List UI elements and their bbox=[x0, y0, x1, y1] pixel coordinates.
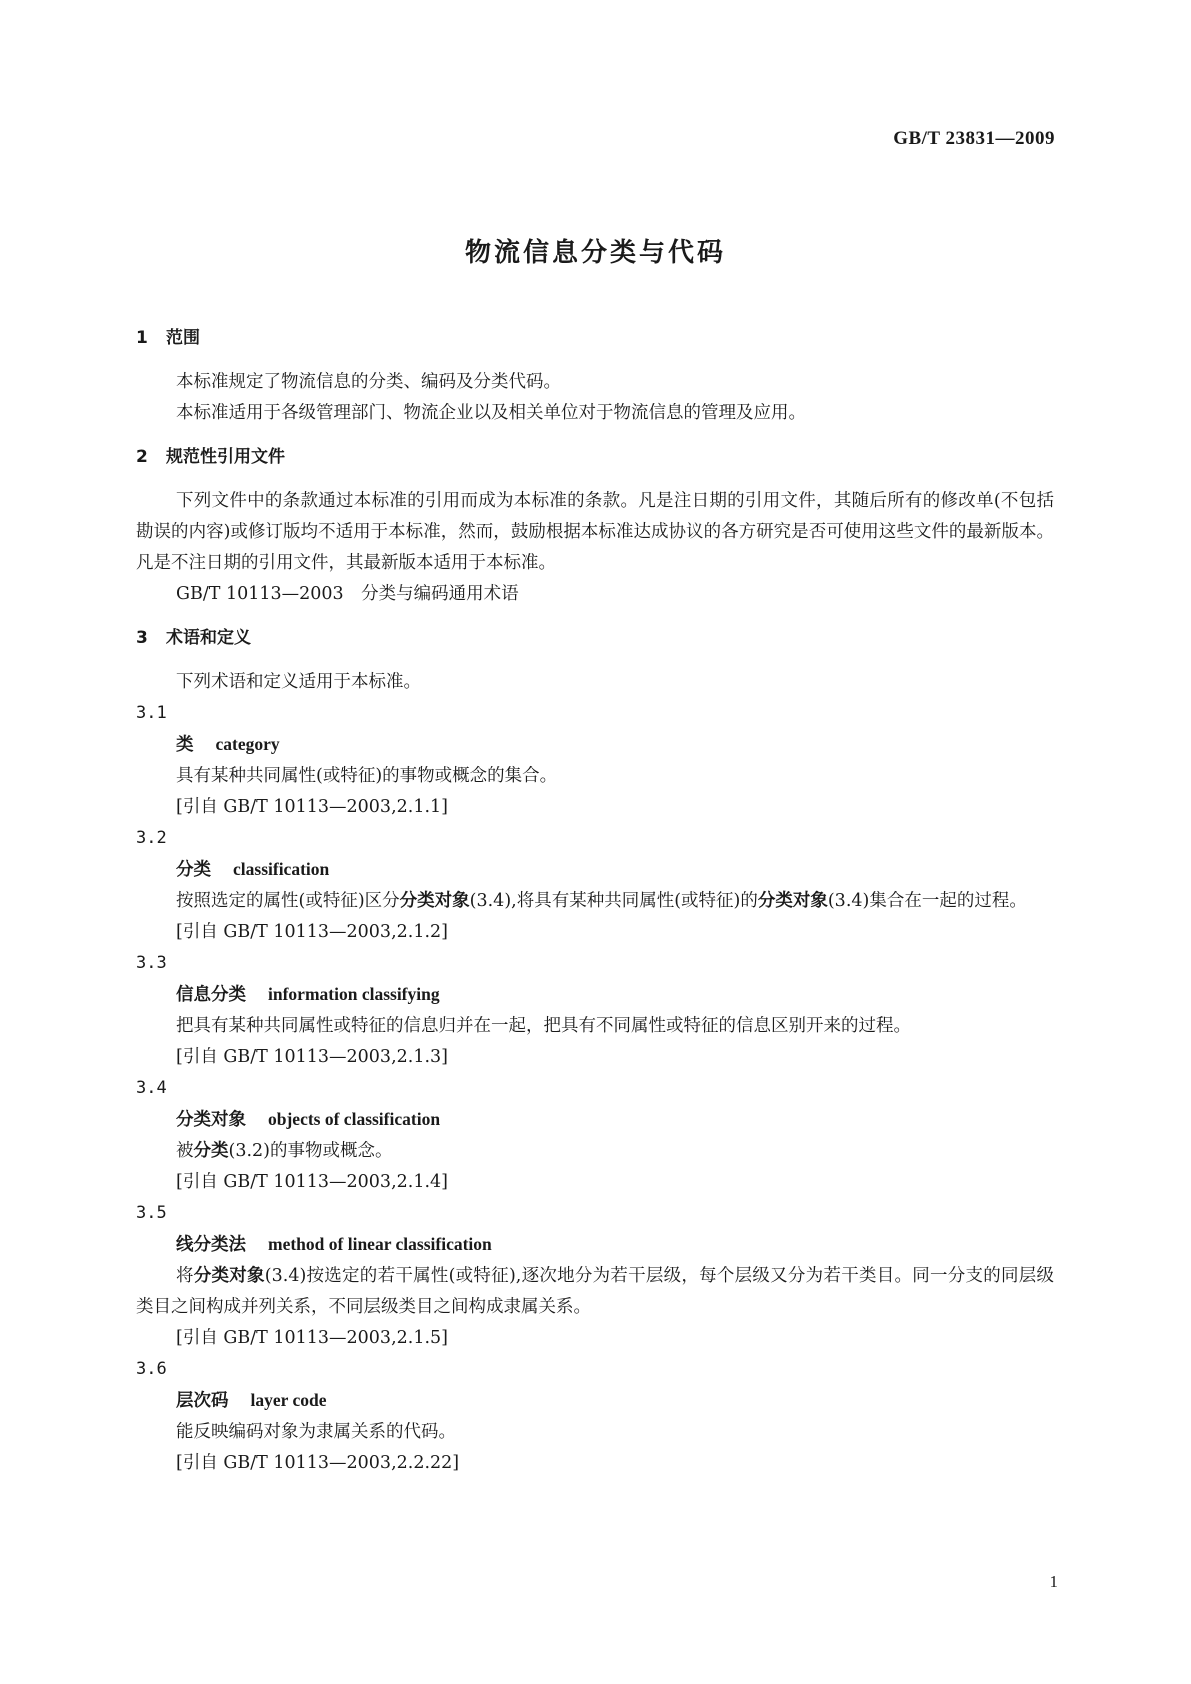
term-source: [引自 GB/T 10113—2003,2.1.5] bbox=[176, 1328, 448, 1348]
term-link: 分类对象 bbox=[193, 1266, 265, 1286]
paragraph: 下列文件中的条款通过本标准的引用而成为本标准的条款。凡是注日期的引用文件，其随后所有的修改单(不包括勘误的内容)或修订版均不适用于本标准，然而，鼓励根据本标准达成协议的各方研究是否可使用这些文件的最新版本。凡是不注日期的引用文件，其最新版本适用于本标准。 bbox=[136, 491, 1054, 573]
section-number: 1 bbox=[136, 328, 148, 348]
term-number: 3.4 bbox=[136, 1078, 167, 1098]
term-zh: 线分类法 bbox=[176, 1235, 246, 1255]
term-definition bbox=[136, 1261, 1054, 1323]
normative-reference: GB/T 10113—2003 分类与编码通用术语 bbox=[176, 584, 519, 604]
term-zh: 分类对象 bbox=[176, 1110, 246, 1130]
term-source: [引自 GB/T 10113—2003,2.2.22] bbox=[176, 1453, 460, 1473]
paragraph: 本标准适用于各级管理部门、物流企业以及相关单位对于物流信息的管理及应用。 bbox=[176, 403, 806, 423]
term-number: 3.2 bbox=[136, 828, 167, 848]
term-link: 分类对象 bbox=[399, 891, 470, 911]
paragraph: 本标准规定了物流信息的分类、编码及分类代码。 bbox=[176, 372, 561, 392]
term-title bbox=[136, 1229, 1054, 1261]
term-definition: 能反映编码对象为隶属关系的代码。 bbox=[176, 1422, 456, 1442]
standard-number: GB/T 23831—2009 bbox=[893, 128, 1055, 149]
term-zh: 类 bbox=[176, 735, 194, 755]
term-link: 分类 bbox=[193, 1141, 229, 1161]
section-heading-2 bbox=[136, 441, 1054, 473]
definition-text: 被 bbox=[176, 1141, 194, 1161]
term-title bbox=[136, 1385, 1054, 1417]
term-en: information classifying bbox=[268, 984, 440, 1004]
definition-text: (3.2)的事物或概念。 bbox=[228, 1141, 393, 1161]
term-source: [引自 GB/T 10113—2003,2.1.4] bbox=[176, 1172, 448, 1192]
definition-text: (3.4)集合在一起的过程。 bbox=[827, 891, 1027, 911]
term-en: method of linear classification bbox=[268, 1234, 492, 1254]
section-title: 范围 bbox=[166, 328, 200, 348]
term-definition: 把具有某种共同属性或特征的信息归并在一起，把具有不同属性或特征的信息区别开来的过程。 bbox=[176, 1016, 911, 1036]
definition-text: (3.4)按选定的若干属性(或特征),逐次地分为若干层级，每个层级又分为若干类目。同一分支的同层级类目之间构成并列关系，不同层级类目之间构成隶属关系。 bbox=[136, 1266, 1055, 1317]
term-title bbox=[136, 979, 1054, 1011]
term-number: 3.1 bbox=[136, 703, 167, 723]
document-body bbox=[136, 322, 1054, 1479]
term-en: classification bbox=[233, 859, 330, 879]
term-zh: 层次码 bbox=[176, 1391, 229, 1411]
term-source: [引自 GB/T 10113—2003,2.1.3] bbox=[176, 1047, 448, 1067]
term-en: category bbox=[215, 734, 280, 754]
definition-text: 按照选定的属性(或特征)区分 bbox=[176, 891, 400, 911]
term-source: [引自 GB/T 10113—2003,2.1.2] bbox=[176, 922, 448, 942]
section-heading-3 bbox=[136, 622, 1054, 654]
section-heading-1 bbox=[136, 322, 1054, 354]
section-number: 2 bbox=[136, 447, 148, 467]
term-zh: 信息分类 bbox=[176, 985, 246, 1005]
page-number: 1 bbox=[1049, 1572, 1058, 1591]
term-link: 分类对象 bbox=[757, 891, 828, 911]
section-number: 3 bbox=[136, 628, 148, 648]
section-title: 术语和定义 bbox=[166, 628, 251, 648]
document-title: 物流信息分类与代码 bbox=[464, 238, 726, 268]
term-title bbox=[136, 1104, 1054, 1136]
term-definition bbox=[136, 1136, 1054, 1167]
definition-text: (3.4),将具有某种共同属性(或特征)的 bbox=[469, 891, 758, 911]
term-title bbox=[136, 854, 1054, 886]
term-definition bbox=[136, 886, 1054, 917]
term-number: 3.5 bbox=[136, 1203, 167, 1223]
paragraph: 下列术语和定义适用于本标准。 bbox=[176, 672, 421, 692]
term-zh: 分类 bbox=[176, 860, 211, 880]
term-source: [引自 GB/T 10113—2003,2.1.1] bbox=[176, 797, 448, 817]
term-title bbox=[136, 729, 1054, 761]
term-number: 3.6 bbox=[136, 1359, 167, 1379]
section-title: 规范性引用文件 bbox=[166, 447, 285, 467]
term-number: 3.3 bbox=[136, 953, 167, 973]
term-en: objects of classification bbox=[268, 1109, 441, 1129]
term-definition: 具有某种共同属性(或特征)的事物或概念的集合。 bbox=[176, 766, 558, 786]
definition-text: 将 bbox=[176, 1266, 194, 1286]
term-en: layer code bbox=[250, 1390, 327, 1410]
